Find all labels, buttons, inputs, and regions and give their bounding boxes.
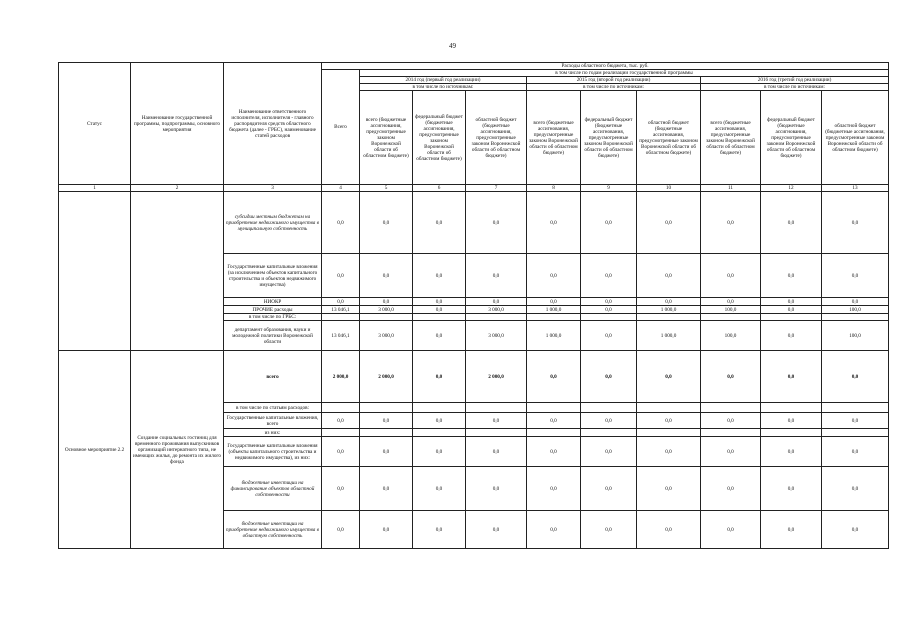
value-cell: 0,0 bbox=[581, 413, 637, 429]
value-cell: 1 000,0 bbox=[527, 321, 581, 351]
value-cell: 0,0 bbox=[701, 437, 761, 467]
value-cell: 2 000,0 bbox=[466, 351, 527, 403]
value-cell bbox=[360, 314, 413, 321]
value-cell: 100,0 bbox=[822, 321, 889, 351]
row-label: субсидии местным бюджетам на приобретение недвижимого имущества в муниципальную собственность bbox=[224, 192, 322, 254]
col-number: 8 bbox=[527, 185, 581, 192]
value-cell: 0,0 bbox=[637, 437, 701, 467]
value-cell: 0,0 bbox=[360, 437, 413, 467]
header-col-total-budget: всего (бюджетные ассигнования, предусмотренные законом Воронежской области об областном бюджете) bbox=[527, 91, 581, 185]
value-cell: 0,0 bbox=[701, 511, 761, 549]
header-incl-sources-2: в том числе по источникам: bbox=[527, 84, 701, 91]
value-cell: 0,0 bbox=[637, 298, 701, 306]
value-cell: 0,0 bbox=[761, 467, 822, 511]
row-label: департамент образования, науки и молодежной политики Воронежской области bbox=[224, 321, 322, 351]
header-executor: Наименование ответственного исполнителя, исполнителя - главного распорядителя средств областного бюджета (далее - ГРБС), наименование статей расходов bbox=[224, 63, 322, 185]
value-cell bbox=[761, 314, 822, 321]
value-cell bbox=[637, 314, 701, 321]
value-cell: 0,0 bbox=[637, 254, 701, 298]
value-cell bbox=[822, 429, 889, 437]
value-cell: 0,0 bbox=[701, 298, 761, 306]
value-cell bbox=[581, 314, 637, 321]
row-label: из них: bbox=[224, 429, 322, 437]
value-cell: 0,0 bbox=[822, 437, 889, 467]
value-cell: 0,0 bbox=[581, 192, 637, 254]
value-cell: 0,0 bbox=[761, 192, 822, 254]
row-label: Государственные капитальные вложения (за исключением объектов капитального строительства и объектов недвижимого имущества) bbox=[224, 254, 322, 298]
value-cell: 0,0 bbox=[822, 467, 889, 511]
header-status: Статус bbox=[59, 63, 131, 185]
value-cell: 0,0 bbox=[581, 254, 637, 298]
header-program-name: Наименование государственной программы, подпрограммы, основного мероприятия bbox=[131, 63, 224, 185]
value-cell: 0,0 bbox=[322, 192, 360, 254]
row-label: в том числе по статьям расходов: bbox=[224, 403, 322, 413]
value-cell: 100,0 bbox=[701, 306, 761, 314]
header-incl-sources-3: в том числе по источникам: bbox=[701, 84, 889, 91]
value-cell: 0,0 bbox=[822, 254, 889, 298]
value-cell: 3 000,0 bbox=[360, 306, 413, 314]
value-cell bbox=[701, 314, 761, 321]
value-cell: 0,0 bbox=[761, 321, 822, 351]
value-cell: 0,0 bbox=[466, 413, 527, 429]
header-col-federal: федеральный бюджет (бюджетные ассигнования, предусмотренные законом Воронежской области об областном бюджете) bbox=[581, 91, 637, 185]
page-number: 49 bbox=[449, 42, 456, 50]
value-cell bbox=[527, 429, 581, 437]
row-label: Государственные капитальные вложения (объекты капитального строительства и недвижимого имущества), из них: bbox=[224, 437, 322, 467]
value-cell: 0,0 bbox=[322, 298, 360, 306]
header-col-total-budget: всего (бюджетные ассигнования, предусмотренные законом Воронежской области об областном бюджете) bbox=[701, 91, 761, 185]
table-header bbox=[59, 63, 889, 192]
value-cell: 0,0 bbox=[822, 298, 889, 306]
header-col-regional: областной бюджет (бюджетные ассигнования, предусмотренные законом Воронежской области об областном бюджете) bbox=[466, 91, 527, 185]
value-cell: 0,0 bbox=[413, 351, 466, 403]
value-cell bbox=[466, 314, 527, 321]
value-cell bbox=[413, 314, 466, 321]
value-cell: 0,0 bbox=[822, 511, 889, 549]
value-cell bbox=[322, 429, 360, 437]
value-cell bbox=[701, 429, 761, 437]
value-cell: 0,0 bbox=[637, 413, 701, 429]
value-cell: 1 000,0 bbox=[637, 306, 701, 314]
value-cell: 0,0 bbox=[413, 321, 466, 351]
value-cell: 0,0 bbox=[360, 254, 413, 298]
value-cell: 2 000,0 bbox=[360, 351, 413, 403]
value-cell bbox=[637, 403, 701, 413]
value-cell: 2 000,0 bbox=[322, 351, 360, 403]
header-col-total-budget: всего (бюджетные ассигнования, предусмотренные законом Воронежской области об областном бюджете) bbox=[360, 91, 413, 185]
value-cell bbox=[466, 429, 527, 437]
value-cell: 0,0 bbox=[466, 467, 527, 511]
table-row bbox=[59, 192, 889, 254]
value-cell: 0,0 bbox=[466, 254, 527, 298]
header-col-regional: областной бюджет (бюджетные ассигнования, предусмотренные законом Воронежской области об областном бюджете) bbox=[637, 91, 701, 185]
value-cell bbox=[413, 403, 466, 413]
value-cell: 0,0 bbox=[527, 192, 581, 254]
value-cell: 0,0 bbox=[466, 511, 527, 549]
value-cell bbox=[466, 403, 527, 413]
value-cell: 0,0 bbox=[701, 413, 761, 429]
value-cell: 0,0 bbox=[322, 467, 360, 511]
value-cell: 0,0 bbox=[761, 511, 822, 549]
main-event-name: Создание социальных гостиниц для временного проживания выпускников организаций интернатного типа, не имеющих жилья, до ремонта их жилого фонда bbox=[131, 351, 224, 549]
value-cell: 0,0 bbox=[527, 298, 581, 306]
col-number: 7 bbox=[466, 185, 527, 192]
value-cell: 100,0 bbox=[822, 306, 889, 314]
value-cell: 0,0 bbox=[360, 192, 413, 254]
value-cell: 0,0 bbox=[413, 511, 466, 549]
value-cell: 0,0 bbox=[761, 413, 822, 429]
value-cell: 3 000,0 bbox=[360, 321, 413, 351]
header-col-federal: федеральный бюджет (бюджетные ассигнования, предусмотренные законом Воронежской области об областном бюджете) bbox=[413, 91, 466, 185]
value-cell: 0,0 bbox=[413, 467, 466, 511]
value-cell bbox=[581, 403, 637, 413]
value-cell: 0,0 bbox=[466, 437, 527, 467]
value-cell bbox=[322, 403, 360, 413]
value-cell: 0,0 bbox=[822, 351, 889, 403]
value-cell: 0,0 bbox=[761, 254, 822, 298]
value-cell: 3 000,0 bbox=[466, 306, 527, 314]
value-cell: 0,0 bbox=[527, 437, 581, 467]
value-cell: 0,0 bbox=[701, 254, 761, 298]
value-cell: 3 000,0 bbox=[466, 321, 527, 351]
row-label: в том числе по ГРБС: bbox=[224, 314, 322, 321]
program-name-cell bbox=[131, 192, 224, 351]
value-cell bbox=[761, 429, 822, 437]
value-cell: 0,0 bbox=[527, 254, 581, 298]
row-label: ПРОЧИЕ расходы bbox=[224, 306, 322, 314]
col-number: 10 bbox=[637, 185, 701, 192]
value-cell: 0,0 bbox=[637, 351, 701, 403]
row-label: всего bbox=[224, 351, 322, 403]
value-cell: 0,0 bbox=[322, 511, 360, 549]
col-number: 3 bbox=[224, 185, 322, 192]
col-number: 1 bbox=[59, 185, 131, 192]
value-cell: 13 046,1 bbox=[322, 306, 360, 314]
header-by-years: в том числе по годам реализации государственной программы bbox=[360, 70, 889, 77]
value-cell: 0,0 bbox=[413, 298, 466, 306]
value-cell bbox=[637, 429, 701, 437]
col-number: 12 bbox=[761, 185, 822, 192]
value-cell: 1 000,0 bbox=[637, 321, 701, 351]
row-label: бюджетные инвестиции на приобретение недвижимого имущества в областную собственность bbox=[224, 511, 322, 549]
header-year1: 2014 год (первый год реализации) bbox=[360, 77, 527, 84]
row-label: бюджетные инвестиции на финансирование объектов областной собственности bbox=[224, 467, 322, 511]
value-cell: 0,0 bbox=[581, 321, 637, 351]
value-cell: 0,0 bbox=[413, 254, 466, 298]
header-col-regional: областной бюджет (бюджетные ассигнования, предусмотренные законом Воронежской области об областном бюджете) bbox=[822, 91, 889, 185]
value-cell bbox=[581, 429, 637, 437]
row-label: Государственные капитальные вложения, всего bbox=[224, 413, 322, 429]
value-cell bbox=[701, 403, 761, 413]
value-cell: 13 046,1 bbox=[322, 321, 360, 351]
value-cell: 0,0 bbox=[413, 306, 466, 314]
value-cell bbox=[527, 314, 581, 321]
col-number: 2 bbox=[131, 185, 224, 192]
value-cell: 100,0 bbox=[701, 321, 761, 351]
value-cell: 0,0 bbox=[701, 467, 761, 511]
value-cell: 0,0 bbox=[360, 413, 413, 429]
col-number: 6 bbox=[413, 185, 466, 192]
value-cell: 0,0 bbox=[466, 192, 527, 254]
col-number: 9 bbox=[581, 185, 637, 192]
value-cell bbox=[360, 403, 413, 413]
value-cell: 0,0 bbox=[581, 437, 637, 467]
value-cell: 0,0 bbox=[322, 437, 360, 467]
value-cell: 0,0 bbox=[581, 298, 637, 306]
col-number: 5 bbox=[360, 185, 413, 192]
value-cell: 0,0 bbox=[701, 351, 761, 403]
table-row bbox=[59, 351, 889, 403]
value-cell: 0,0 bbox=[413, 413, 466, 429]
value-cell: 0,0 bbox=[322, 254, 360, 298]
value-cell bbox=[360, 429, 413, 437]
value-cell: 0,0 bbox=[581, 467, 637, 511]
value-cell: 0,0 bbox=[761, 298, 822, 306]
value-cell bbox=[822, 314, 889, 321]
main-event-status: Основное мероприятие 2.2 bbox=[59, 351, 131, 549]
value-cell: 0,0 bbox=[413, 437, 466, 467]
value-cell: 0,0 bbox=[581, 351, 637, 403]
value-cell: 0,0 bbox=[822, 192, 889, 254]
col-number: 11 bbox=[701, 185, 761, 192]
value-cell: 0,0 bbox=[761, 351, 822, 403]
value-cell: 1 000,0 bbox=[527, 306, 581, 314]
column-numbers-row bbox=[59, 185, 889, 192]
value-cell: 0,0 bbox=[360, 298, 413, 306]
value-cell: 0,0 bbox=[581, 511, 637, 549]
header-year3: 2016 год (третий год реализации) bbox=[701, 77, 889, 84]
value-cell bbox=[322, 314, 360, 321]
value-cell: 0,0 bbox=[581, 306, 637, 314]
value-cell: 0,0 bbox=[527, 467, 581, 511]
value-cell: 0,0 bbox=[637, 192, 701, 254]
value-cell bbox=[527, 403, 581, 413]
budget-table bbox=[58, 62, 889, 549]
value-cell: 0,0 bbox=[637, 511, 701, 549]
header-incl-sources-1: в том числе по источникам: bbox=[360, 84, 527, 91]
value-cell: 0,0 bbox=[527, 413, 581, 429]
header-budget-title: Расходы областного бюджета, тыс. руб. bbox=[322, 63, 889, 70]
value-cell: 0,0 bbox=[360, 467, 413, 511]
value-cell bbox=[822, 403, 889, 413]
value-cell bbox=[761, 403, 822, 413]
col-number: 4 bbox=[322, 185, 360, 192]
value-cell: 0,0 bbox=[822, 413, 889, 429]
value-cell: 0,0 bbox=[527, 511, 581, 549]
header-col-federal: федеральный бюджет (бюджетные ассигнования, предусмотренные законом Воронежской области об областном бюджете) bbox=[761, 91, 822, 185]
table-body bbox=[59, 192, 889, 549]
value-cell: 0,0 bbox=[761, 437, 822, 467]
value-cell bbox=[413, 429, 466, 437]
value-cell: 0,0 bbox=[701, 192, 761, 254]
value-cell: 0,0 bbox=[360, 511, 413, 549]
value-cell: 0,0 bbox=[637, 467, 701, 511]
header-year2: 2015 год (второй год реализации) bbox=[527, 77, 701, 84]
header-total: Всего bbox=[322, 70, 360, 185]
row-label: НИОКР bbox=[224, 298, 322, 306]
value-cell: 0,0 bbox=[527, 351, 581, 403]
value-cell: 0,0 bbox=[322, 413, 360, 429]
value-cell: 0,0 bbox=[466, 298, 527, 306]
value-cell: 0,0 bbox=[413, 192, 466, 254]
status-cell bbox=[59, 192, 131, 351]
value-cell: 0,0 bbox=[761, 306, 822, 314]
col-number: 13 bbox=[822, 185, 889, 192]
